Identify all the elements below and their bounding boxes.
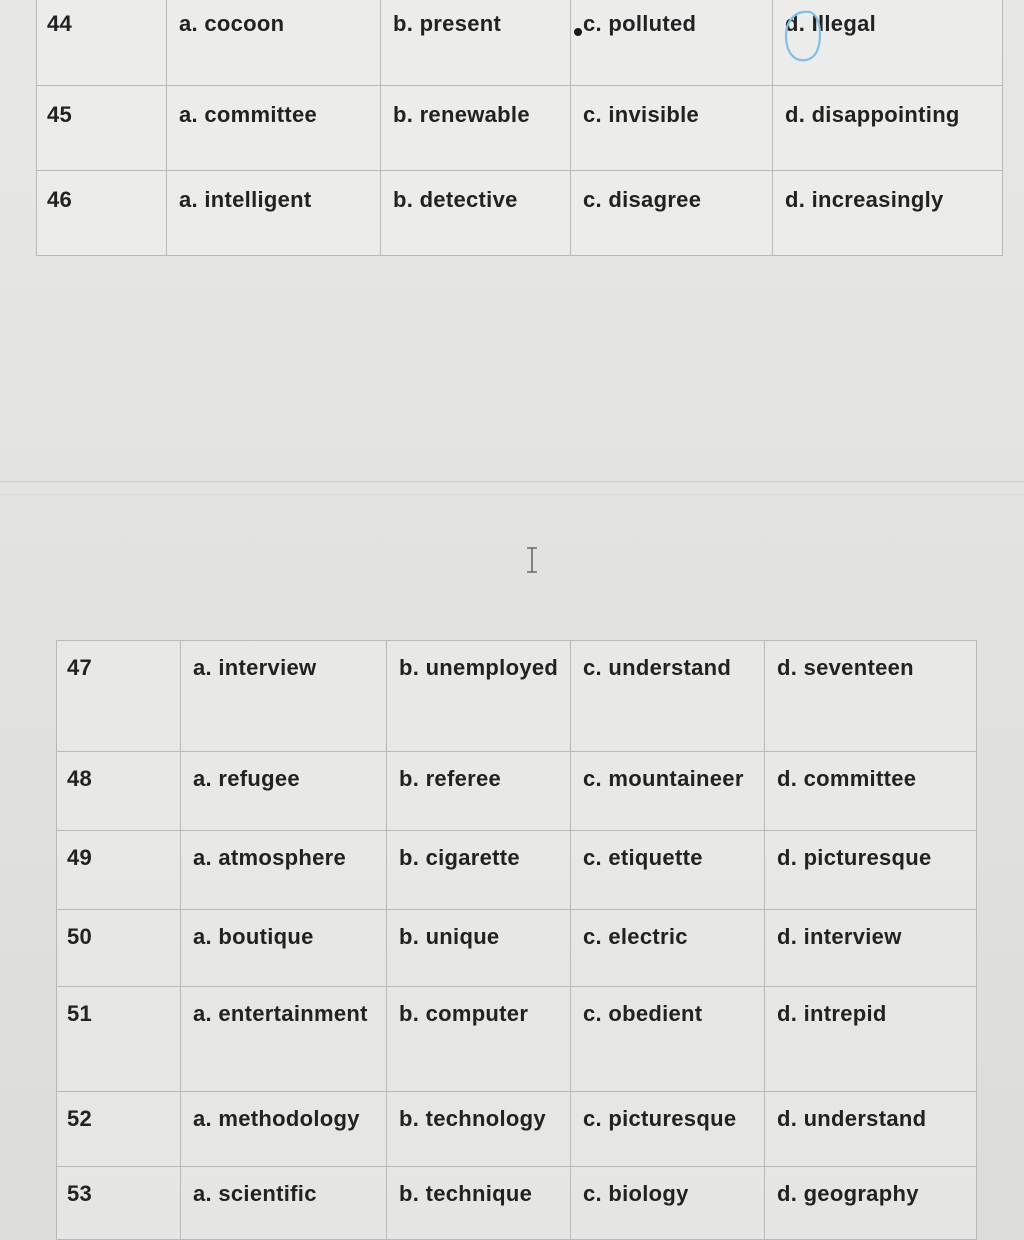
question-number: 52 <box>67 1106 93 1131</box>
option-d: d. picturesque <box>777 845 932 870</box>
table-row <box>37 171 1003 256</box>
option-b: b. technology <box>399 1106 546 1131</box>
question-number: 51 <box>67 1001 93 1026</box>
option-b: b. cigarette <box>399 845 520 870</box>
vocabulary-table-top <box>36 0 1003 256</box>
option-a: a. refugee <box>193 766 300 791</box>
table-row <box>57 910 977 987</box>
question-number: 44 <box>47 11 73 36</box>
option-a: a. intelligent <box>179 187 312 212</box>
option-a: a. methodology <box>193 1106 360 1131</box>
option-b: b. unemployed <box>399 655 559 680</box>
option-d: d. disappointing <box>785 102 960 127</box>
vocabulary-table-bottom <box>56 640 977 1240</box>
option-b: b. computer <box>399 1001 529 1026</box>
pen-mark <box>574 28 582 36</box>
table-row <box>57 641 977 752</box>
table-row <box>37 86 1003 171</box>
option-a: a. scientific <box>193 1181 317 1206</box>
question-number: 45 <box>47 102 73 127</box>
option-a: a. interview <box>193 655 317 680</box>
question-number: 46 <box>47 187 73 212</box>
question-number: 50 <box>67 924 93 949</box>
option-c: c. etiquette <box>583 845 703 870</box>
option-b: b. present <box>393 11 502 36</box>
table-row <box>57 752 977 831</box>
question-number: 49 <box>67 845 93 870</box>
option-d: d. understand <box>777 1106 927 1131</box>
option-c: c. picturesque <box>583 1106 737 1131</box>
annotation-circle-icon <box>780 8 824 64</box>
table-row <box>57 987 977 1092</box>
option-d: d. increasingly <box>785 187 944 212</box>
option-b: b. unique <box>399 924 500 949</box>
text-cursor-icon <box>524 546 540 574</box>
option-c: c. understand <box>583 655 732 680</box>
question-number: 53 <box>67 1181 93 1206</box>
option-b: b. referee <box>399 766 502 791</box>
option-b: b. renewable <box>393 102 530 127</box>
option-a: a. committee <box>179 102 318 127</box>
option-c: c. biology <box>583 1181 689 1206</box>
option-a: a. boutique <box>193 924 314 949</box>
option-a: a. entertainment <box>193 1001 368 1026</box>
option-c: c. invisible <box>583 102 700 127</box>
option-c: c. obedient <box>583 1001 703 1026</box>
option-d: d. seventeen <box>777 655 914 680</box>
option-c: c. polluted <box>583 11 697 36</box>
option-a: a. cocoon <box>179 11 285 36</box>
question-number: 47 <box>67 655 93 680</box>
option-d: d. Illegal <box>785 11 877 36</box>
option-d: d. committee <box>777 766 917 791</box>
table-row <box>57 1092 977 1167</box>
question-number: 48 <box>67 766 93 791</box>
section-divider <box>0 481 1024 482</box>
table-row <box>37 0 1003 86</box>
option-d: d. interview <box>777 924 902 949</box>
option-b: b. detective <box>393 187 518 212</box>
option-b: b. technique <box>399 1181 533 1206</box>
option-c: c. mountaineer <box>583 766 744 791</box>
option-d: d. geography <box>777 1181 919 1206</box>
table-row <box>57 831 977 910</box>
option-a: a. atmosphere <box>193 845 347 870</box>
section-divider <box>0 494 1024 495</box>
option-d: d. intrepid <box>777 1001 887 1026</box>
option-c: c. electric <box>583 924 688 949</box>
option-c: c. disagree <box>583 187 702 212</box>
table-row <box>57 1167 977 1240</box>
